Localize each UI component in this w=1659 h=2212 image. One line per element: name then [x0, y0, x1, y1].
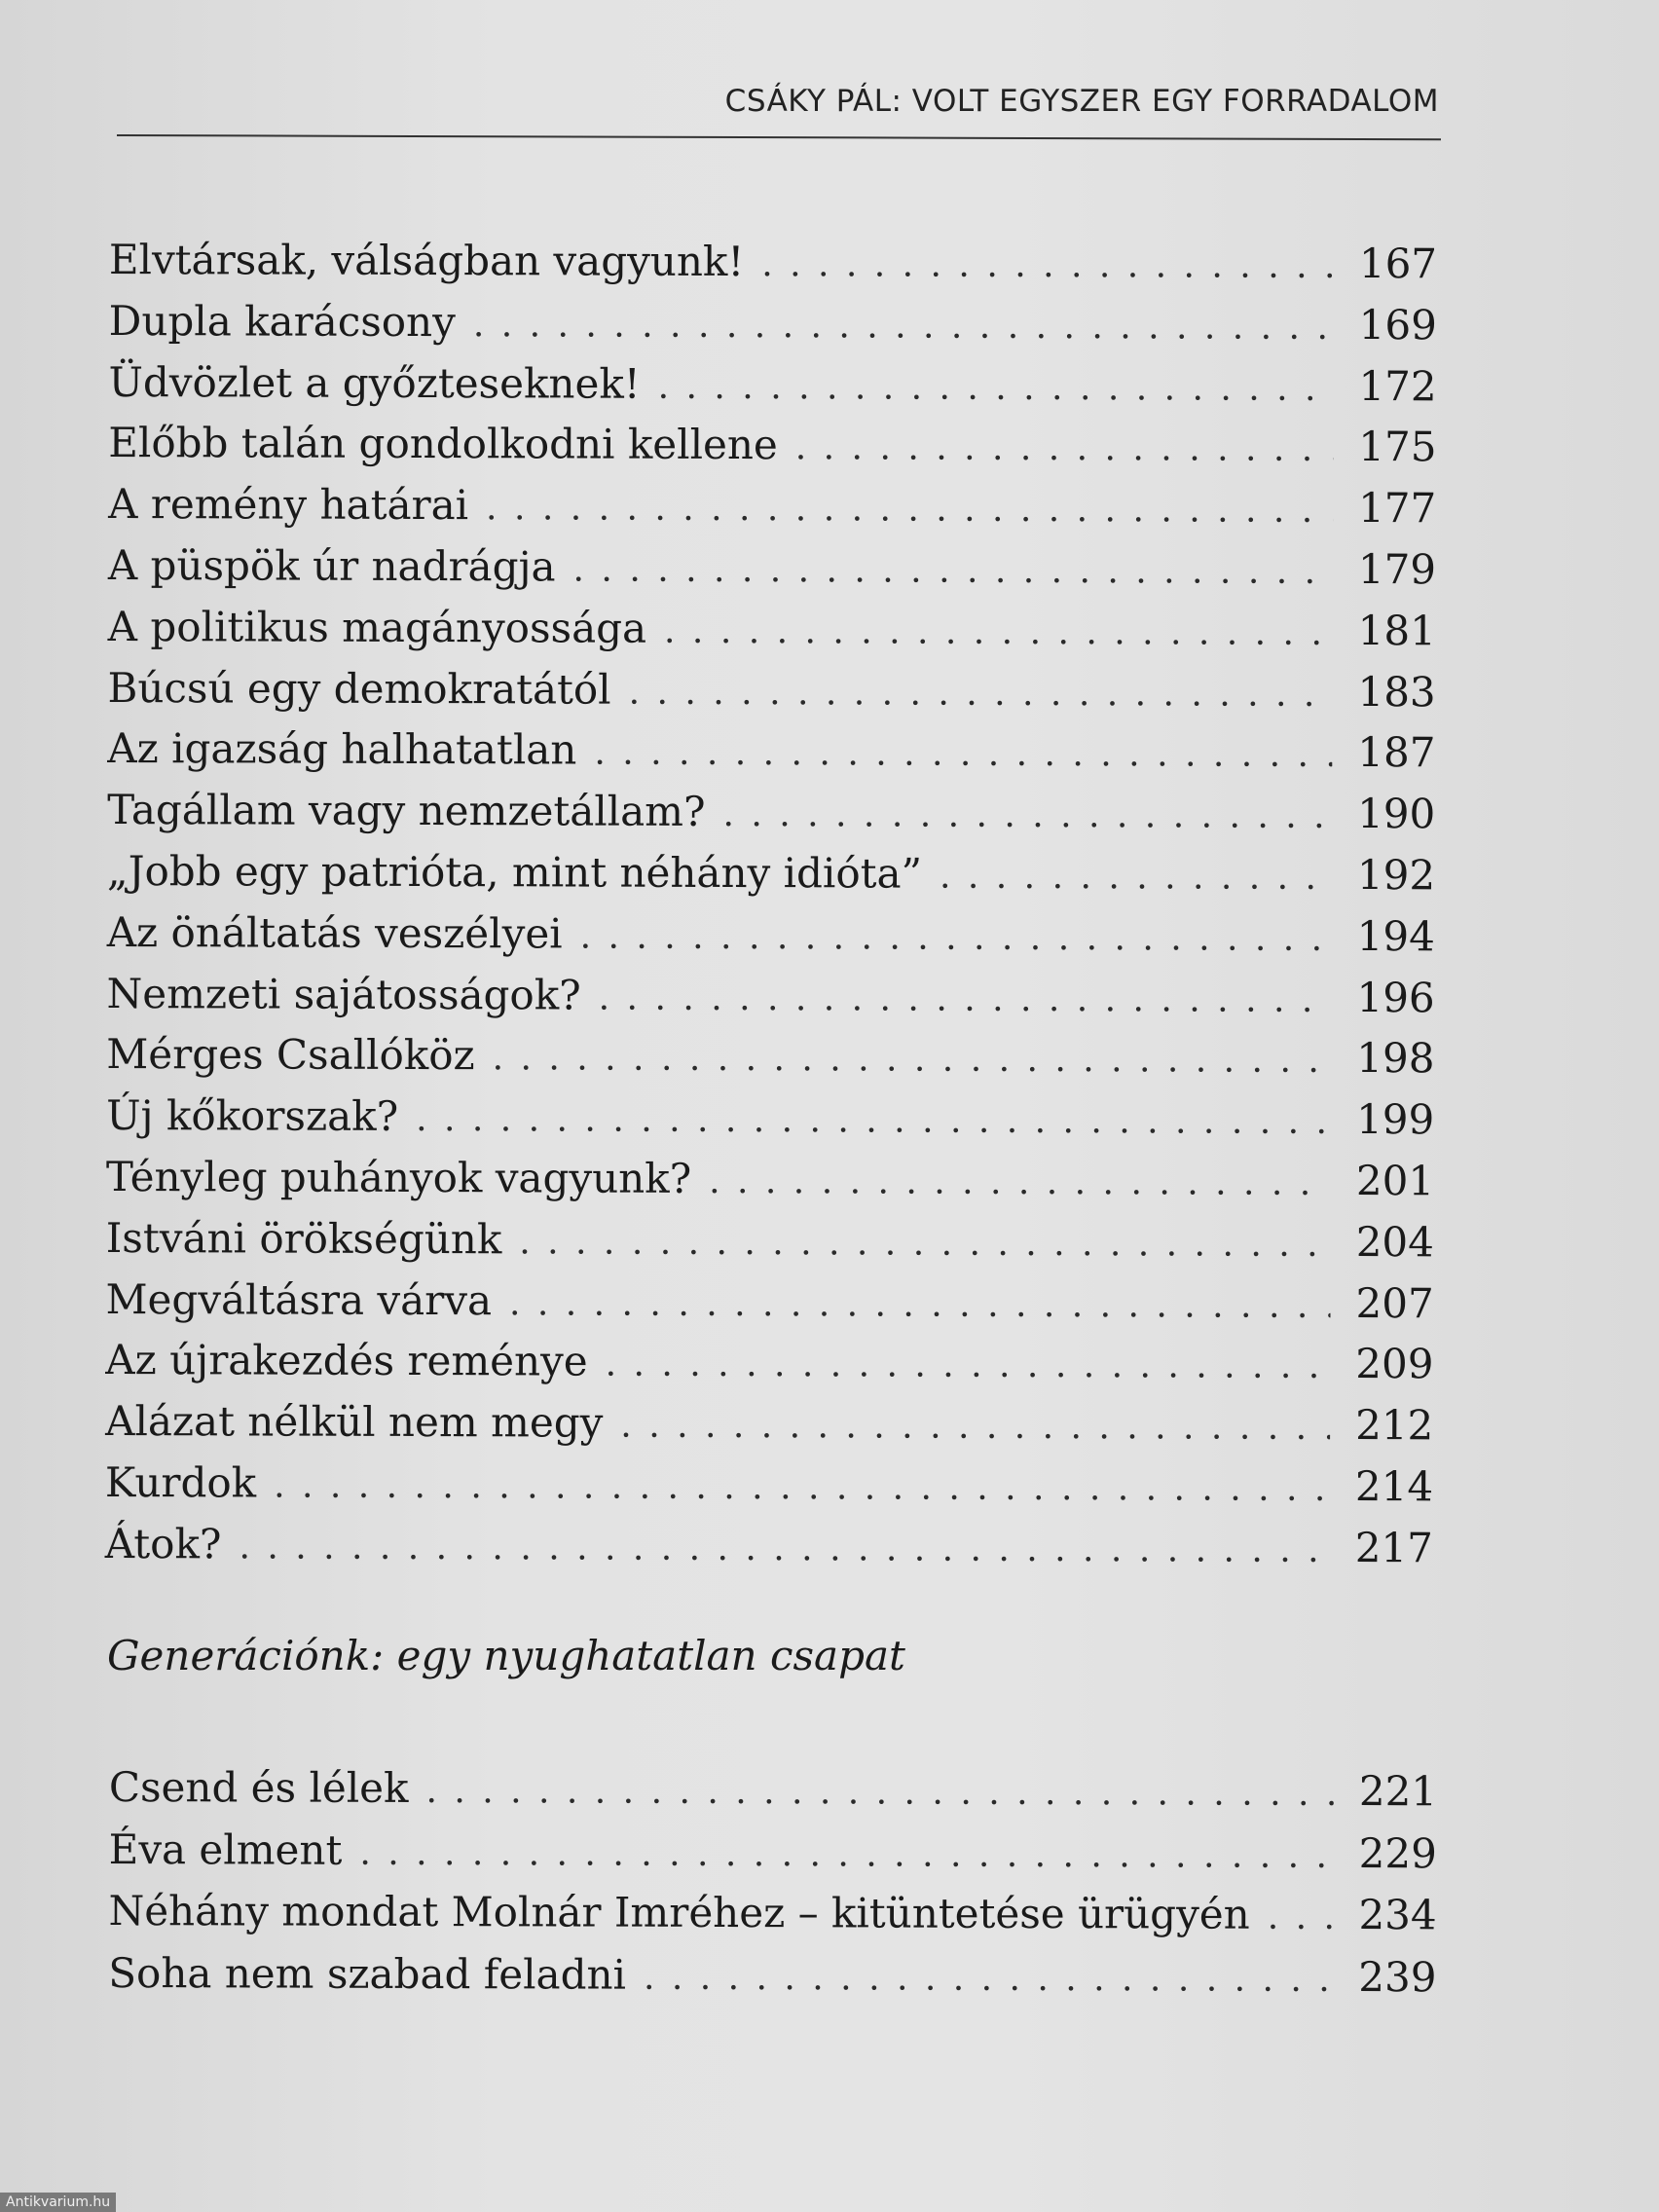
dot-leader [486, 478, 1333, 542]
toc-entry-title: Tényleg puhányok vagyunk? [105, 1152, 692, 1202]
dot-leader [1268, 1887, 1334, 1949]
toc-entry-title: Csend és lélek [108, 1763, 409, 1812]
toc-entry [105, 1147, 1435, 1212]
toc-entry [108, 1880, 1437, 1946]
toc-entry-page: 172 [1358, 361, 1437, 410]
running-head: CSÁKY PÁL: VOLT EGYSZER EGY FORRADALOM [724, 84, 1439, 119]
toc-entry-page: 192 [1356, 850, 1436, 900]
toc-entry-page: 190 [1357, 790, 1436, 838]
dot-leader [599, 968, 1332, 1031]
toc-entry-page: 217 [1354, 1523, 1434, 1572]
toc-entry-title: Tagállam vagy nemzetállam? [107, 786, 706, 836]
toc-entry-page: 196 [1356, 973, 1435, 1021]
toc-entry-title: Búcsú egy demokratától [107, 663, 611, 714]
toc-entry-page: 201 [1355, 1156, 1435, 1205]
toc-entry [107, 658, 1436, 723]
toc-entry-title: Új kőkorszak? [106, 1091, 399, 1141]
toc-entry [106, 841, 1436, 906]
toc-entry-title: Néhány mondat Molnár Imréhez – kitüntetése ürügyén [108, 1886, 1250, 1938]
toc-entry-title: A püspök úr nadrágja [107, 540, 556, 591]
toc-entry [107, 719, 1436, 784]
toc-entry-title: Átok? [104, 1519, 222, 1568]
toc-entry [108, 230, 1438, 295]
toc-entry [106, 1208, 1432, 1273]
toc-entry-page: 167 [1358, 240, 1438, 288]
toc-entry-page: 234 [1358, 1891, 1437, 1939]
dot-leader [425, 1760, 1334, 1825]
table-of-contents-part-1 [104, 230, 1438, 1579]
dot-leader [658, 356, 1334, 420]
dot-leader [572, 539, 1333, 603]
toc-entry-title: Éva elment [108, 1825, 343, 1874]
toc-entry-title: Mérges Csallóköz [106, 1030, 475, 1080]
toc-entry [108, 1756, 1438, 1823]
dot-leader [629, 662, 1333, 725]
toc-entry-page: 207 [1355, 1278, 1434, 1327]
toc-entry-title: Üdvözlet a győzteseknek! [108, 357, 641, 408]
toc-entry [106, 1024, 1435, 1089]
toc-entry-page: 239 [1358, 1952, 1437, 2001]
dot-leader [722, 785, 1332, 848]
toc-entry-page: 177 [1358, 484, 1437, 533]
dot-leader [709, 1152, 1331, 1215]
toc-entry [105, 1391, 1434, 1456]
toc-entry [109, 291, 1435, 356]
dot-leader [359, 1822, 1334, 1887]
toc-entry [104, 1453, 1434, 1518]
toc-entry [108, 413, 1437, 478]
toc-entry [107, 903, 1433, 968]
toc-entry-page: 209 [1355, 1340, 1434, 1388]
toc-entry [107, 535, 1437, 601]
section-title: Generációnk: egy nyughatatlan csapat [107, 1632, 905, 1679]
toc-entry-title: Előbb talán gondolkodni kellene [108, 419, 778, 469]
toc-entry-title: Nemzeti sajátosságok? [106, 969, 581, 1019]
toc-entry-page: 175 [1358, 423, 1437, 471]
toc-entry-title: Az igazság halhatatlan [107, 724, 577, 774]
toc-entry-page: 212 [1355, 1401, 1434, 1450]
toc-entry-page: 194 [1356, 911, 1435, 961]
dot-leader [580, 906, 1332, 970]
toc-entry [108, 474, 1437, 539]
toc-entry-page: 181 [1357, 606, 1436, 655]
dot-leader [940, 847, 1332, 909]
dot-leader [620, 1396, 1330, 1459]
dot-leader [664, 602, 1333, 665]
toc-entry-page: 204 [1355, 1217, 1434, 1267]
toc-entry [109, 1818, 1435, 1884]
toc-entry [108, 1941, 1437, 2008]
dot-leader [274, 1456, 1330, 1520]
toc-entry-page: 199 [1356, 1095, 1435, 1144]
dot-leader [795, 419, 1334, 482]
toc-entry-title: Megváltásra várva [105, 1274, 493, 1324]
toc-entry-title: A politikus magányossága [107, 602, 647, 652]
dot-leader [473, 295, 1334, 359]
dot-leader [416, 1089, 1331, 1154]
toc-entry-page: 221 [1358, 1767, 1438, 1816]
header-rule [117, 134, 1441, 140]
toc-entry-page: 183 [1357, 667, 1436, 716]
dot-leader [493, 1029, 1332, 1093]
toc-entry-title: „Jobb egy patrióta, mint néhány idióta” [106, 846, 923, 898]
dot-leader [239, 1517, 1329, 1581]
dot-leader [519, 1212, 1331, 1275]
toc-entry-title: Dupla karácsony [108, 296, 456, 346]
dot-leader [606, 1335, 1331, 1398]
toc-entry-page: 169 [1358, 300, 1437, 350]
dot-leader [594, 723, 1332, 787]
toc-entry [105, 1270, 1434, 1335]
toc-entry-title: Alázat nélkül nem megy [105, 1397, 604, 1447]
toc-entry-page: 198 [1356, 1034, 1435, 1083]
toc-entry [108, 597, 1434, 662]
toc-entry-title: Soha nem szabad feladni [108, 1948, 627, 1999]
toc-entry-title: Elvtársak, válságban vagyunk! [108, 235, 745, 286]
toc-entry-page: 179 [1357, 545, 1437, 594]
toc-entry [107, 780, 1436, 845]
toc-entry [108, 352, 1437, 418]
toc-entry [104, 1514, 1434, 1579]
watermark: Antikvarium.hu [0, 2193, 116, 2212]
toc-entry-page: 214 [1354, 1461, 1434, 1511]
toc-entry-title: Kurdok [104, 1457, 257, 1507]
toc-entry-page: 187 [1357, 728, 1436, 777]
toc-entry-title: Az újrakezdés reménye [105, 1336, 588, 1385]
toc-entry [105, 1330, 1434, 1395]
dot-leader [644, 1946, 1333, 2010]
toc-entry-title: A remény határai [108, 480, 469, 530]
dot-leader [509, 1273, 1331, 1337]
table-of-contents-part-2 [108, 1756, 1438, 2008]
toc-entry-title: Istváni örökségünk [105, 1213, 502, 1264]
dot-leader [761, 235, 1334, 298]
toc-entry-title: Az önáltatás veszélyei [106, 907, 563, 958]
toc-entry [106, 1086, 1435, 1151]
toc-entry [106, 964, 1435, 1029]
toc-entry-page: 229 [1358, 1828, 1437, 1877]
